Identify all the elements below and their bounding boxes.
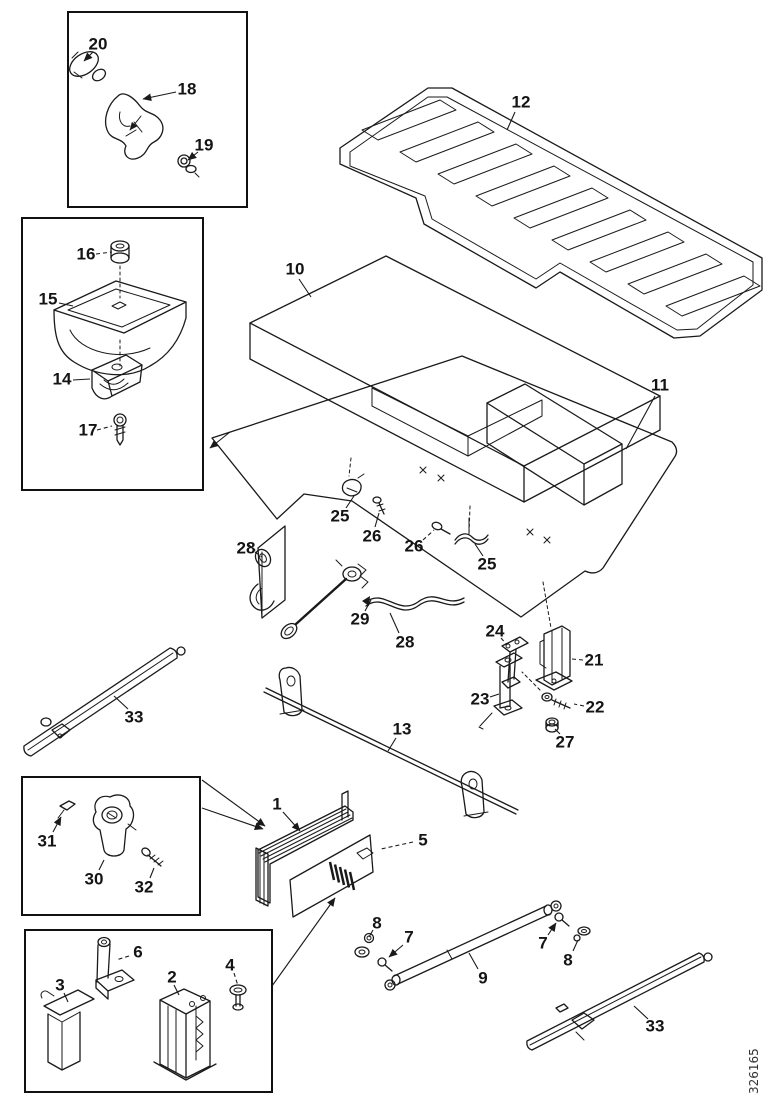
leader-9 bbox=[469, 953, 478, 969]
leader-23 bbox=[490, 694, 499, 697]
washer-stud-left-art bbox=[355, 934, 392, 972]
detail-box-holder bbox=[22, 218, 203, 490]
housing-18-art bbox=[106, 94, 163, 159]
cushion-10-art bbox=[250, 256, 660, 502]
part-callout-19: 19 bbox=[194, 135, 214, 155]
leader-10 bbox=[299, 279, 311, 297]
bracket-6-art bbox=[96, 938, 134, 1000]
part-callout-13: 13 bbox=[392, 719, 412, 739]
panel-12-art bbox=[340, 88, 762, 338]
part-callout-10: 10 bbox=[285, 259, 305, 279]
leader-26 bbox=[375, 513, 379, 527]
leader-1 bbox=[283, 812, 300, 831]
part-callout-28: 28 bbox=[236, 538, 256, 558]
part-callout-20: 20 bbox=[88, 34, 108, 54]
part-callout-23: 23 bbox=[470, 689, 490, 709]
tray-art bbox=[212, 356, 677, 690]
box-11-art bbox=[487, 384, 622, 505]
screw-32-art bbox=[140, 846, 163, 866]
leader-8 bbox=[573, 940, 578, 951]
leader-7 bbox=[389, 945, 403, 957]
leader-32 bbox=[150, 868, 154, 878]
part-callout-9: 9 bbox=[478, 968, 488, 988]
part-callout-30: 30 bbox=[84, 869, 104, 889]
latch-2-art bbox=[154, 989, 216, 1080]
leader-16 bbox=[96, 252, 112, 254]
leader-18 bbox=[143, 92, 176, 99]
part-callout-33: 33 bbox=[124, 707, 144, 727]
rail-33-right-art bbox=[527, 950, 712, 1050]
part-callout-28: 28 bbox=[395, 632, 415, 652]
part-callout-22: 22 bbox=[585, 697, 605, 717]
part-callout-17: 17 bbox=[78, 420, 98, 440]
bracket-group bbox=[479, 626, 572, 732]
part-callout-7: 7 bbox=[404, 927, 414, 947]
part-callout-25: 25 bbox=[477, 554, 497, 574]
part-callout-14: 14 bbox=[52, 369, 72, 389]
part-callout-26: 26 bbox=[404, 536, 424, 556]
part-callout-24: 24 bbox=[485, 621, 505, 641]
leader-21 bbox=[572, 659, 583, 660]
part-callout-21: 21 bbox=[584, 650, 604, 670]
part-callout-2: 2 bbox=[167, 967, 177, 987]
leader-4 bbox=[234, 973, 238, 986]
part-callout-5: 5 bbox=[418, 830, 428, 850]
leader-31 bbox=[53, 817, 61, 832]
part-callout-18: 18 bbox=[177, 79, 197, 99]
screw-26-upper-art bbox=[373, 497, 385, 514]
cable-28-art bbox=[362, 596, 464, 610]
part-callout-8: 8 bbox=[563, 950, 573, 970]
strut-9-art bbox=[355, 901, 590, 990]
part-callout-1: 1 bbox=[272, 794, 282, 814]
screw-19-art bbox=[178, 155, 199, 177]
tray-screw-marks bbox=[420, 467, 550, 543]
leader-7 bbox=[548, 923, 556, 935]
part-callout-31: 31 bbox=[37, 831, 57, 851]
bolt-26-right-art bbox=[431, 521, 450, 534]
part-callout-26: 26 bbox=[362, 526, 382, 546]
bracket-24-art bbox=[502, 637, 528, 688]
part-callout-33: 33 bbox=[645, 1016, 665, 1036]
part-callout-29: 29 bbox=[350, 609, 370, 629]
leader-6 bbox=[116, 956, 129, 960]
bracket-14-art bbox=[92, 355, 142, 399]
part-callout-8: 8 bbox=[372, 913, 382, 933]
clip-25-upper-art bbox=[342, 474, 364, 496]
leader-22 bbox=[574, 704, 584, 706]
rail-33-left-art bbox=[24, 647, 185, 756]
clip-25-right-art bbox=[455, 518, 488, 544]
screw-22-art bbox=[542, 693, 570, 709]
plug-4-art bbox=[230, 985, 246, 1010]
lock-30-art bbox=[93, 795, 136, 856]
callout-leaders bbox=[53, 52, 655, 1019]
leader-30 bbox=[99, 860, 104, 870]
rod-29-art bbox=[278, 560, 368, 641]
part-callout-15: 15 bbox=[38, 289, 58, 309]
clip-31-art bbox=[58, 801, 75, 818]
nut-16-art bbox=[111, 241, 129, 263]
part-callout-16: 16 bbox=[76, 244, 96, 264]
part-callout-32: 32 bbox=[134, 877, 154, 897]
leader-12 bbox=[507, 112, 515, 130]
bracket-21-art bbox=[536, 626, 572, 690]
part-callout-25: 25 bbox=[330, 506, 350, 526]
part-callout-12: 12 bbox=[511, 92, 531, 112]
part-callout-6: 6 bbox=[133, 942, 143, 962]
drawing-number: 326165 bbox=[747, 1048, 761, 1094]
part-callout-7: 7 bbox=[538, 933, 548, 953]
leader-28 bbox=[390, 613, 399, 633]
barcode-bars bbox=[330, 862, 354, 890]
screw-17-art bbox=[114, 414, 126, 445]
washer-stud-right-art bbox=[555, 913, 590, 941]
part-callout-4: 4 bbox=[225, 955, 235, 975]
heater-1-art bbox=[256, 791, 353, 906]
part-callout-11: 11 bbox=[651, 375, 669, 395]
part-callout-3: 3 bbox=[55, 975, 65, 995]
leader-15 bbox=[59, 303, 73, 306]
detail-box-latch bbox=[25, 930, 272, 1092]
leader-17 bbox=[97, 426, 112, 430]
leader-26 bbox=[423, 530, 434, 540]
leader-14 bbox=[73, 379, 90, 380]
part-callout-27: 27 bbox=[555, 732, 575, 752]
leader-5 bbox=[381, 842, 413, 849]
